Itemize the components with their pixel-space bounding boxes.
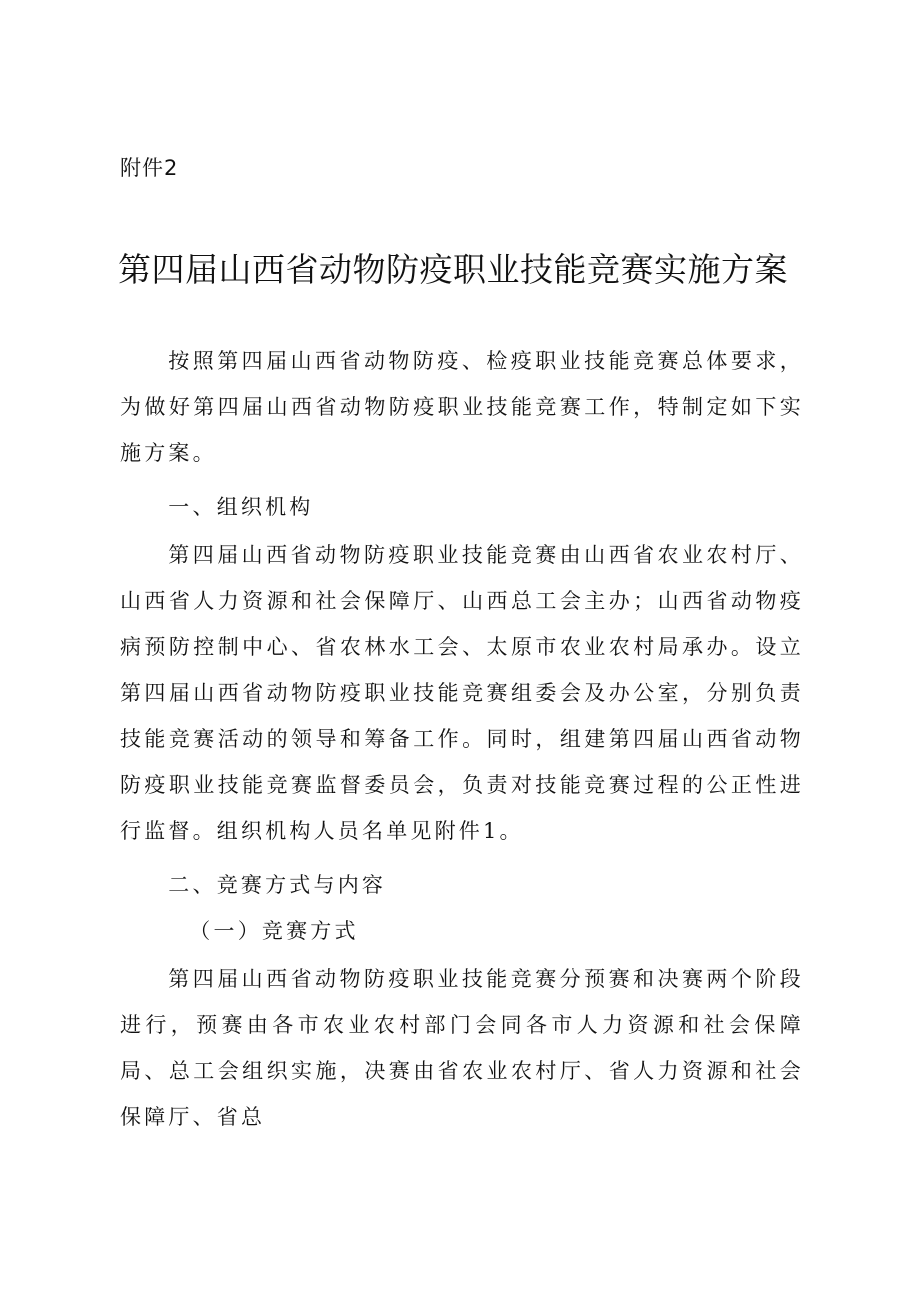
document-body <box>120 338 804 1140</box>
intro-paragraph: 按照第四届山西省动物防疫、检疫职业技能竞赛总体要求，为做好第四届山西省动物防疫职业技能竞赛工作，特制定如下实施方案。 <box>120 349 804 465</box>
subsection-heading-competition-method: （一）竞赛方式 <box>189 919 359 943</box>
attachment-label: 附件2 <box>120 156 179 180</box>
document-title: 第四届山西省动物防疫职业技能竞赛实施方案 <box>118 250 788 289</box>
competition-paragraph: 第四届山西省动物防疫职业技能竞赛分预赛和决赛两个阶段进行，预赛由各市农业农村部门会同各市人力资源和社会保障局、总工会组织实施，决赛由省农业农村厅、省人力资源和社会保障厅、省总 <box>120 967 804 1129</box>
section-heading-competition: 二、竞赛方式与内容 <box>168 873 387 897</box>
section-heading-organization: 一、组织机构 <box>168 495 314 519</box>
organization-paragraph: 第四届山西省动物防疫职业技能竞赛由山西省农业农村厅、山西省人力资源和社会保障厅、山西总工会主办；山西省动物疫病预防控制中心、省农林水工会、太原市农业农村局承办。设立第四届山西省动物防疫职业技能竞赛组委会及办公室，分别负责技能竞赛活动的领导和筹备工作。同时，组建第四届山西省动物防疫职业技能竞赛监督委员会，负责对技能竞赛过程的公正性进行监督。组织机构人员名单见附件1。 <box>120 543 804 843</box>
